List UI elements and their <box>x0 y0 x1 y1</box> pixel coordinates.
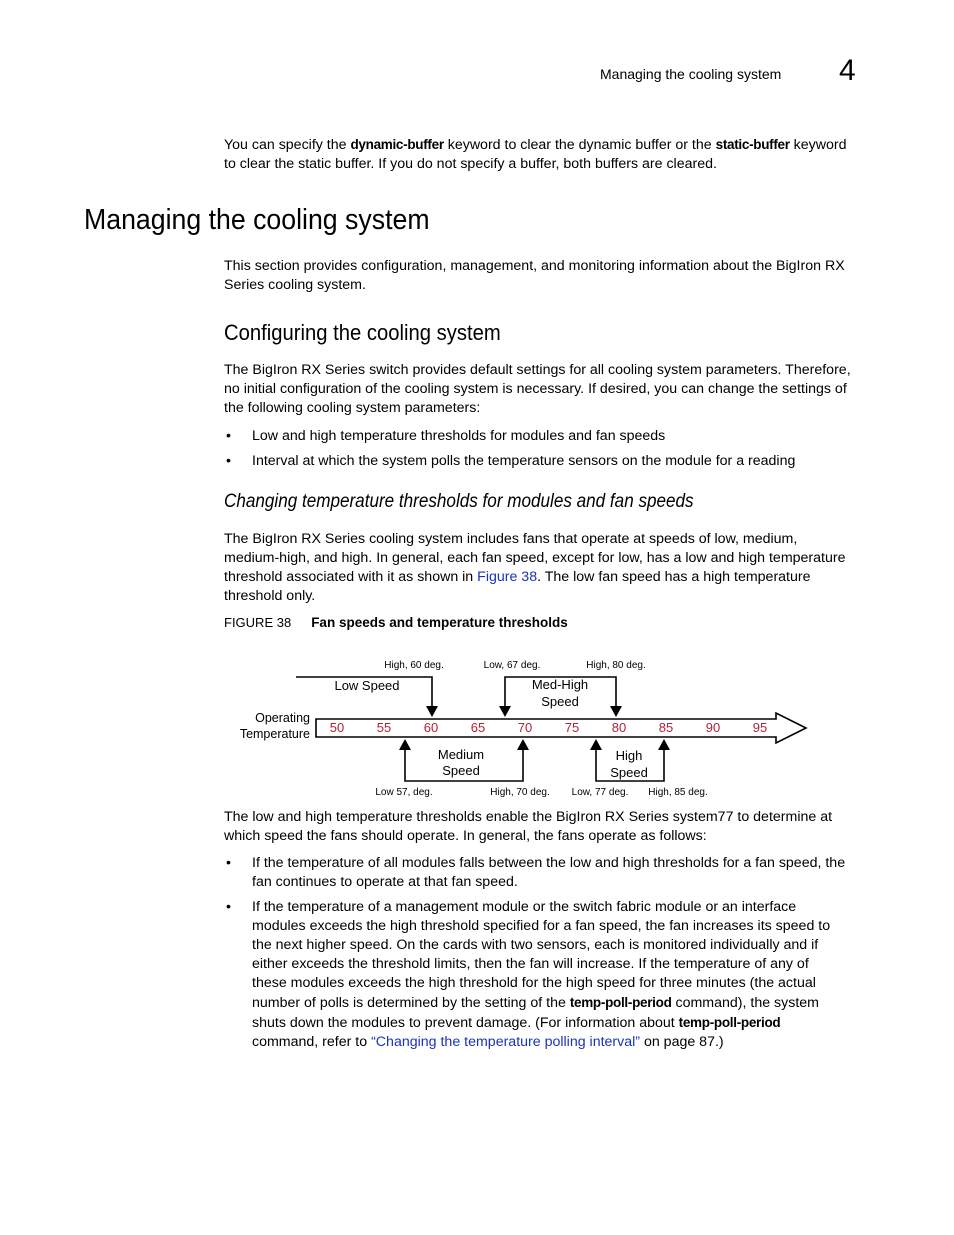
subsection-paragraph: The BigIron RX Series switch provides default settings for all cooling system parameters. Therefore, no initial configuration of the cooling system is necessary. If desired, you can change the settings of the following cooling system parameters: <box>224 362 851 416</box>
running-header-title: Managing the cooling system <box>600 66 782 82</box>
arrow-up-icon <box>399 739 411 750</box>
arrow-up-icon <box>658 739 670 750</box>
chapter-number: 4 <box>839 54 856 87</box>
figure-38-link[interactable]: Figure 38 <box>477 569 538 585</box>
tick-label: 55 <box>376 720 392 735</box>
intro-paragraph: You can specify the dynamic-buffer keyword to clear the dynamic buffer or the static-buffer keyword to clear the static buffer. If you do not specify a buffer, both buffers are cleared. <box>224 137 847 172</box>
list-item: • If the temperature of all modules falls between the low and high thresholds for a fan speed, the fan continues to operate at that fan speed. <box>226 855 846 890</box>
high-speed-label: Speed <box>610 765 648 780</box>
threshold-label: Low, 67 deg. <box>483 660 541 671</box>
keyword-static-buffer: static-buffer <box>715 137 790 152</box>
tick-label: 60 <box>423 720 439 735</box>
threshold-label: High, 85 deg. <box>648 787 708 798</box>
thresholds-paragraph: The BigIron RX Series cooling system includes fans that operate at speeds of low, medium, medium-high, and high. In general, each fan speed, except for low, has a low and high temperature threshold associated with it as shown in Figure 38. The low fan speed has a high temperature threshold only. <box>224 531 846 604</box>
arrow-down-icon <box>610 706 622 717</box>
figure-title: Fan speeds and temperature thresholds <box>311 615 568 630</box>
keyword-dynamic-buffer: dynamic-buffer <box>350 137 444 152</box>
figure-caption <box>224 614 568 630</box>
tick-label: 80 <box>611 720 627 735</box>
section-intro-paragraph: This section provides configuration, management, and monitoring information about the BigIron RX Series cooling system. <box>224 258 845 293</box>
axis-label: Temperature <box>239 727 310 741</box>
low-speed-label: Low Speed <box>334 678 400 693</box>
tick-label: 85 <box>658 720 674 735</box>
tick-label: 50 <box>329 720 345 735</box>
list-item: • Interval at which the system polls the temperature sensors on the module for a reading <box>226 453 796 469</box>
threshold-label: High, 80 deg. <box>586 660 646 671</box>
tick-label: 70 <box>517 720 533 735</box>
med-high-speed-label: Speed <box>541 694 579 709</box>
arrow-down-icon <box>499 706 511 717</box>
axis-label: Operating <box>255 711 310 725</box>
bullet-icon: • <box>226 428 231 444</box>
bullet-icon: • <box>226 453 231 469</box>
threshold-label: High, 70 deg. <box>490 787 550 798</box>
tick-label: 75 <box>564 720 580 735</box>
arrow-up-icon <box>517 739 529 750</box>
section-heading: Managing the cooling system <box>84 204 430 236</box>
tick-label: 65 <box>470 720 486 735</box>
fan-speed-diagram <box>220 650 820 802</box>
keyword-temp-poll-period: temp-poll-period <box>678 1015 781 1030</box>
bullet-icon: • <box>226 855 231 871</box>
figure-label: FIGURE 38 <box>224 615 292 630</box>
temperature-polling-interval-link[interactable]: “Changing the temperature polling interval” <box>371 1034 641 1050</box>
list-item: • Low and high temperature thresholds for modules and fan speeds <box>226 428 666 444</box>
threshold-label: High, 60 deg. <box>384 660 444 671</box>
med-high-speed-label: Med-High <box>531 677 589 692</box>
tick-label: 95 <box>752 720 768 735</box>
tick-labels <box>330 720 767 735</box>
high-speed-label: High <box>615 748 643 763</box>
medium-speed-label: Speed <box>442 763 480 778</box>
arrow-down-icon <box>426 706 438 717</box>
fan-operation-paragraph: The low and high temperature thresholds enable the BigIron RX Series system77 to determine at which speed the fans should operate. In general, the fans operate as follows: <box>224 809 833 844</box>
threshold-label: Low, 77 deg. <box>571 787 629 798</box>
subsubsection-heading: Changing temperature thresholds for modules and fan speeds <box>224 491 694 512</box>
subsection-heading: Configuring the cooling system <box>224 320 501 345</box>
medium-speed-label: Medium <box>437 747 485 762</box>
tick-label: 90 <box>705 720 721 735</box>
bullet-icon: • <box>226 899 231 915</box>
threshold-label: Low 57, deg. <box>375 787 433 798</box>
arrow-up-icon <box>590 739 602 750</box>
keyword-temp-poll-period: temp-poll-period <box>569 995 672 1010</box>
list-item: • If the temperature of a management module or the switch fabric module or an interface modules exceeds the high threshold specified for a fan speed, the fan increases its speed to the next higher speed. On the cards with two sensors, each is monitored individually and if either exceeds the threshold limits, then the fan will increase. If the temperature of any of these modules exceeds the high threshold for the high speed for three minutes (the actual number of polls is determined by the setting of the temp-poll-period command), the system shuts down the modules to prevent damage. (For information about temp-poll-period command, refer to “Changing the temperature polling interval” on page 87.) <box>226 899 831 1050</box>
